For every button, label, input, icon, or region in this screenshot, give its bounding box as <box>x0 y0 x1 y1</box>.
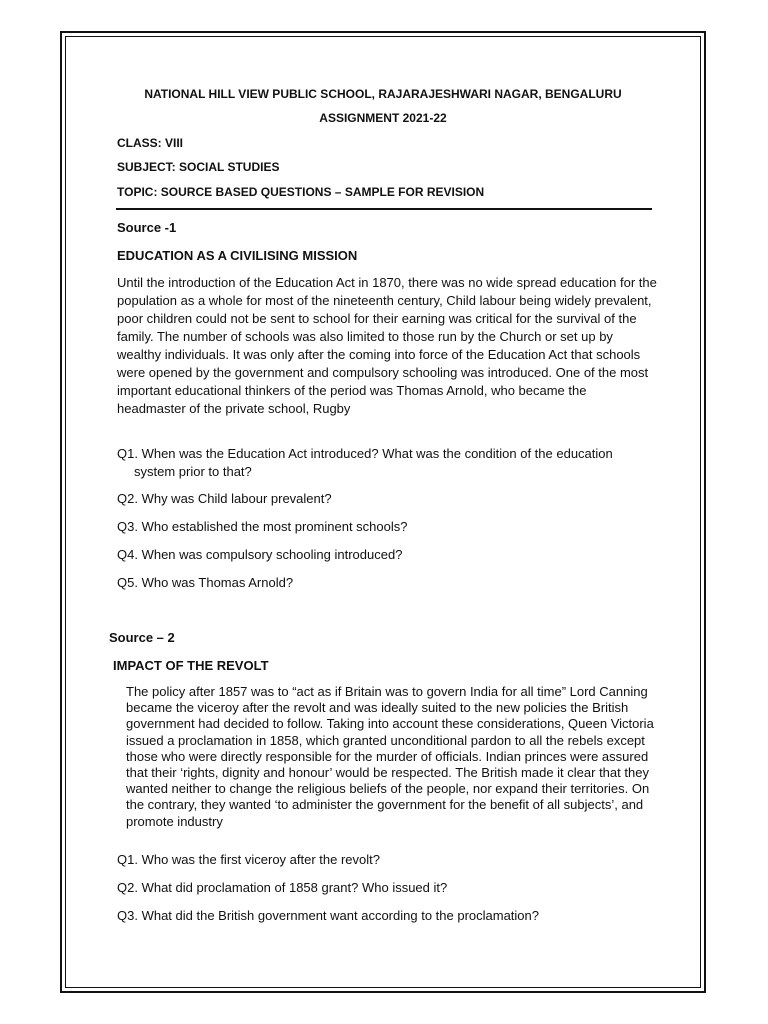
source2-title: IMPACT OF THE REVOLT <box>113 658 269 673</box>
page-border-inner <box>65 36 701 988</box>
header-divider <box>116 208 652 210</box>
source1-question-4: Q4. When was compulsory schooling introduced? <box>117 547 403 562</box>
source1-question-1: Q1. When was the Education Act introduced? What was the condition of the education system prior to that? <box>117 446 613 479</box>
source2-question-2: Q2. What did proclamation of 1858 grant? Who issued it? <box>117 880 448 895</box>
source1-question-2: Q2. Why was Child labour prevalent? <box>117 491 332 506</box>
source2-question-1: Q1. Who was the first viceroy after the revolt? <box>117 852 380 867</box>
source1-question-3: Q3. Who established the most prominent schools? <box>117 519 408 534</box>
source1-passage: Until the introduction of the Education Act in 1870, there was no wide spread education for the population as a whole for most of the nineteenth century, Child labour being widely prevalent, poor children could not be sent to school for their earning was critical for the survival of the family. The number of schools was also limited to those run by the Church or set up by wealthy individuals. It was only after the coming into force of the Education Act that schools were opened by the government and compulsory schooling was introduced. One of the most important educational thinkers of the period was Thomas Arnold, who became the headmaster of the private school, Rugby <box>117 275 657 416</box>
topic-line: TOPIC: SOURCE BASED QUESTIONS – SAMPLE FOR REVISION <box>117 185 485 199</box>
subject-line: SUBJECT: SOCIAL STUDIES <box>117 160 280 174</box>
source2-passage: The policy after 1857 was to “act as if Britain was to govern India for all time” Lord Canning became the viceroy after the revolt and was ideally suited to the new policies the British government had decided to follow. Taking into account these considerations, Queen Victoria issued a proclamation in 1858, which granted unconditional pardon to all the rebels except those who were directly responsible for the murder of officials. Indian princes were assured that their ‘rights, dignity and honour’ would be respected. The British made it clear that they wanted neither to change the religious beliefs of the people, nor expand their territories. On the contrary, they wanted ‘to administer the government for the benefit of all subjects’, and promote industry <box>126 684 654 829</box>
class-line: CLASS: VIII <box>117 136 184 150</box>
school-name: NATIONAL HILL VIEW PUBLIC SCHOOL, RAJARAJESHWARI NAGAR, BENGALURU <box>144 87 622 101</box>
source2-label: Source – 2 <box>109 630 175 645</box>
source1-title: EDUCATION AS A CIVILISING MISSION <box>117 248 358 263</box>
assignment-title: ASSIGNMENT 2021-22 <box>319 111 447 125</box>
source1-label: Source -1 <box>117 220 177 235</box>
source2-question-3: Q3. What did the British government want according to the proclamation? <box>117 908 539 923</box>
source1-question-5: Q5. Who was Thomas Arnold? <box>117 575 294 590</box>
